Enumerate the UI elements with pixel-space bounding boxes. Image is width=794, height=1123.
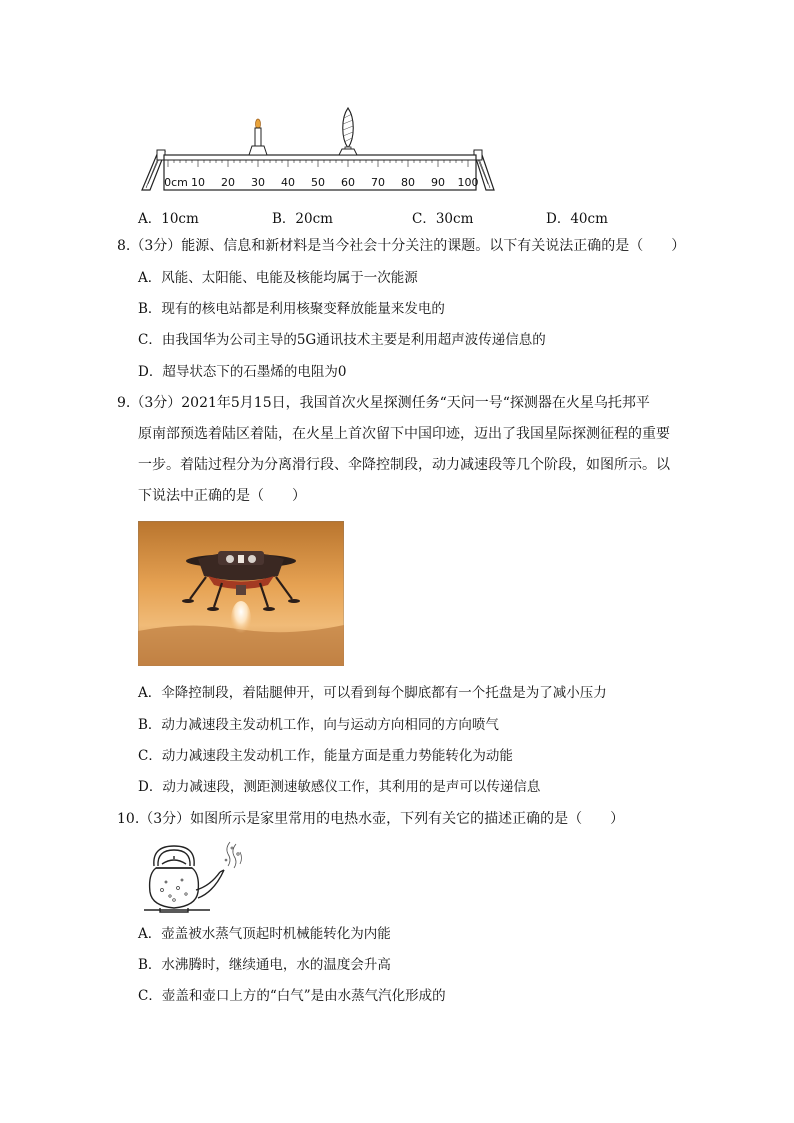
q9-option-b: B．动力减速段主发动机工作，向与运动方向相同的方向喷气 xyxy=(138,717,499,733)
ruler-label: 70 xyxy=(371,176,385,189)
q9-stem-line-1: 9.（3分）2021年5月15日，我国首次火星探测任务“天问一号“探测器在火星乌托邦平 xyxy=(117,395,650,411)
ruler-label: 20 xyxy=(221,176,235,189)
q10-option-c: C．壶盖和壶口上方的“白气”是由水蒸气汽化形成的 xyxy=(138,988,446,1004)
q8-option-c: C．由我国华为公司主导的5G通讯技术主要是利用超声波传递信息的 xyxy=(138,332,546,348)
q9-option-c: C．动力减速段主发动机工作，能量方面是重力势能转化为动能 xyxy=(138,748,513,764)
ruler-label: 60 xyxy=(341,176,355,189)
candle-icon xyxy=(249,119,267,155)
q10-option-a: A．壶盖被水蒸气顶起时机械能转化为内能 xyxy=(138,926,391,942)
q10-stem: 10.（3分）如图所示是家里常用的电热水壶，下列有关它的描述正确的是（ ） xyxy=(117,811,625,827)
convex-lens-icon xyxy=(339,108,357,155)
ruler-label: 30 xyxy=(251,176,265,189)
q7-option-a: A．10cm xyxy=(138,211,199,227)
q9-stem-line-2: 原南部预选着陆区着陆，在火星上首次留下中国印迹，迈出了我国星际探测征程的重要 xyxy=(138,426,670,442)
q8-stem: 8.（3分）能源、信息和新材料是当今社会十分关注的课题。以下有关说法正确的是（ ） xyxy=(117,238,686,254)
q9-option-d: D．动力减速段，测距测速敏感仪工作，其利用的是声可以传递信息 xyxy=(138,779,541,795)
q8-option-d: D．超导状态下的石墨烯的电阻为0 xyxy=(138,364,347,380)
ruler-label: 40 xyxy=(281,176,295,189)
q9-stem-line-3: 一步。着陆过程分为分离滑行段、伞降控制段，动力减速段等几个阶段，如图所示。以 xyxy=(138,457,670,473)
ruler-label: 50 xyxy=(311,176,325,189)
q8-option-b: B．现有的核电站都是利用核聚变释放能量来发电的 xyxy=(138,301,445,317)
ruler-label: 0cm xyxy=(164,176,188,189)
q7-option-c: C．30cm xyxy=(412,211,474,227)
ruler-label: 100 xyxy=(457,176,479,189)
optical-bench-figure xyxy=(138,104,498,196)
q7-option-b: B．20cm xyxy=(272,211,333,227)
electric-kettle-icon xyxy=(140,840,248,914)
q9-stem-line-4: 下说法中正确的是（ ） xyxy=(138,488,306,504)
bench-left-stand xyxy=(142,150,165,190)
q9-option-a: A．伞降控制段，着陆腿伸开，可以看到每个脚底都有一个托盘是为了减小压力 xyxy=(138,685,607,701)
ruler-label: 90 xyxy=(431,176,445,189)
mars-lander-photo xyxy=(138,521,344,666)
q7-option-d: D．40cm xyxy=(546,211,608,227)
ruler-label: 80 xyxy=(401,176,415,189)
q10-option-b: B．水沸腾时，继续通电，水的温度会升高 xyxy=(138,957,391,973)
q8-option-a: A．风能、太阳能、电能及核能均属于一次能源 xyxy=(138,270,418,286)
ruler-label: 10 xyxy=(191,176,205,189)
